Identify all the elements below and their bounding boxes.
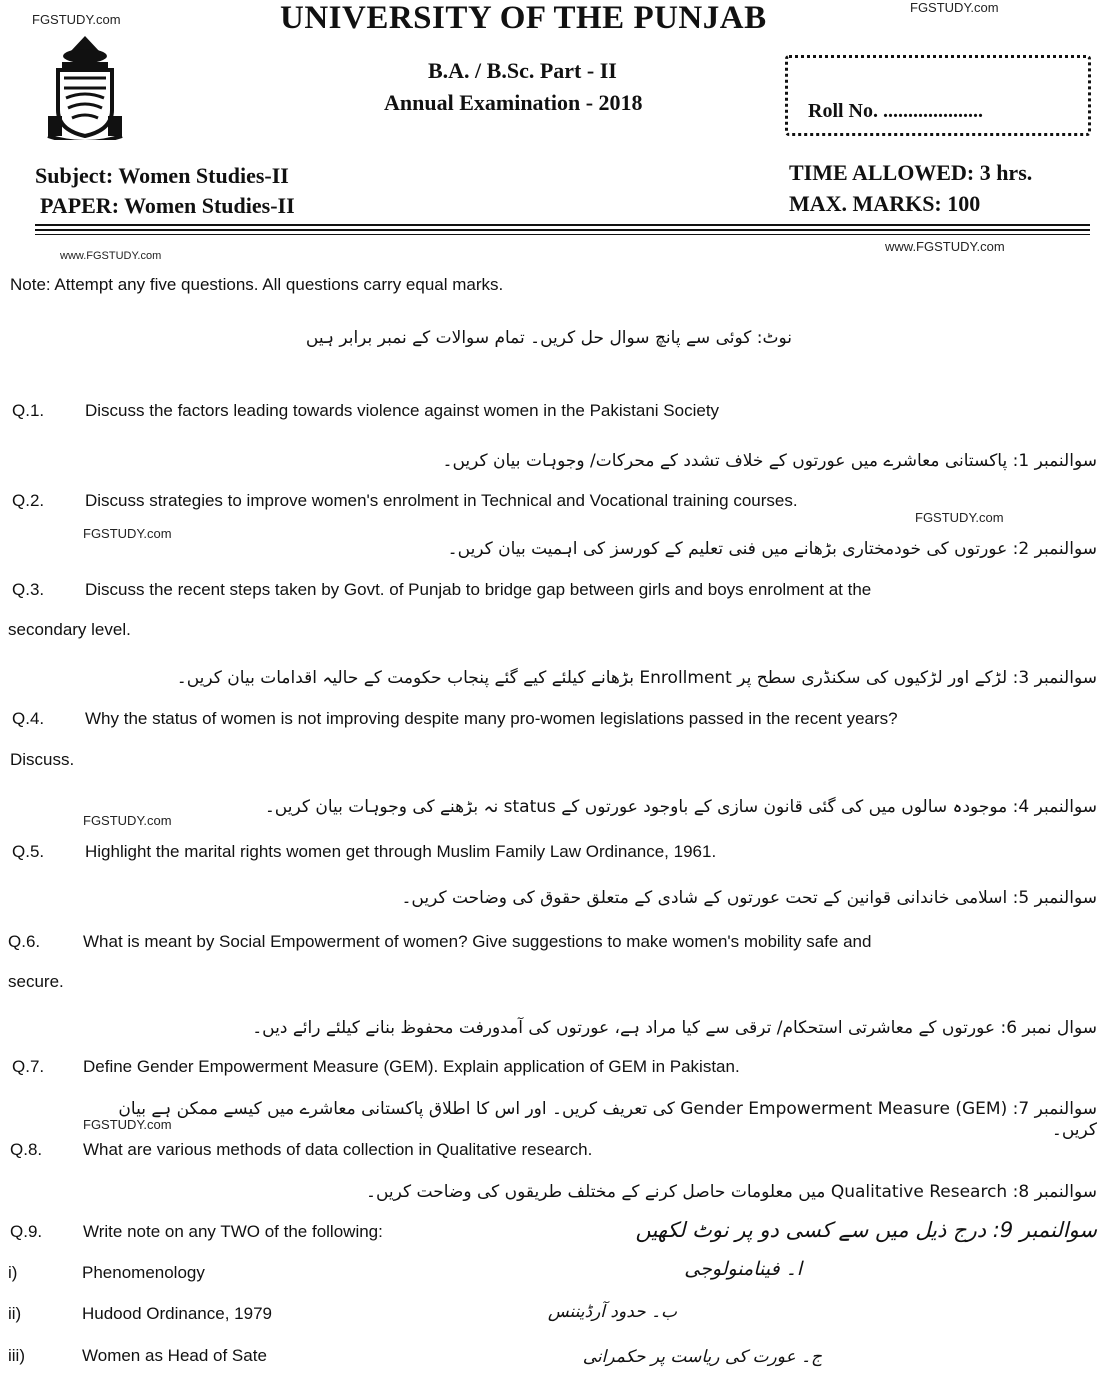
watermark-mid-right: www.FGSTUDY.com xyxy=(885,239,1005,254)
question-number: Q.3. xyxy=(12,580,45,599)
question-number: Q.8. xyxy=(10,1140,43,1159)
program-title: B.A. / B.Sc. Part - II xyxy=(428,58,617,83)
question-number: Q.5. xyxy=(12,842,45,861)
question-number: Q.4. xyxy=(12,709,45,728)
question-number: Q.6. xyxy=(8,932,41,951)
question-text: Discuss strategies to improve women's enrolment in Technical and Vocational training courses. xyxy=(85,491,798,510)
subitem-number: ii) xyxy=(8,1304,22,1323)
question-text: Discuss the factors leading towards violence against women in the Pakistani Society xyxy=(85,401,720,420)
question-number: Q.9. xyxy=(10,1222,43,1241)
question-urdu: سوالنمبر 7: Gender Empowerment Measure (GEM) کی تعریف کریں۔ اور اس کا اطلاق پاکستانی معاشرے میں کیسے ممکن ہے بیان کریں۔ xyxy=(118,1099,1097,1140)
exam-title: Annual Examination - 2018 xyxy=(384,90,643,115)
roll-number-box xyxy=(785,55,1091,136)
max-marks: MAX. MARKS: 100 xyxy=(789,191,981,216)
question-text-continued: Discuss. xyxy=(10,750,75,769)
note-urdu: نوٹ: کوئی سے پانچ سوال حل کریں۔ تمام سوالات کے نمبر برابر ہیں xyxy=(305,328,792,348)
subitem-urdu-handwritten: ا۔ فینامنولوجی xyxy=(684,1258,802,1280)
question-text: Why the status of women is not improving despite many pro-women legislations passed in the recent years? xyxy=(85,709,898,728)
header-divider-3 xyxy=(35,234,1090,235)
watermark-q2-right: FGSTUDY.com xyxy=(915,510,1004,525)
watermark-q4-left: FGSTUDY.com xyxy=(83,813,172,828)
question-text: Highlight the marital rights women get through Muslim Family Law Ordinance, 1961. xyxy=(85,842,717,861)
subject-label: Subject: Women Studies-II xyxy=(35,163,289,188)
subitem-urdu-handwritten: ب۔ حدود آرڈیننس xyxy=(547,1302,677,1322)
question-urdu: سوالنمبر 1: پاکستانی معاشرے میں عورتوں کے خلاف تشدد کے محرکات/ وجوہات بیان کریں۔ xyxy=(442,451,1097,471)
question-text: Write note on any TWO of the following: xyxy=(83,1222,383,1241)
time-allowed: TIME ALLOWED: 3 hrs. xyxy=(789,160,1033,185)
paper-label: PAPER: Women Studies-II xyxy=(40,193,295,218)
question-urdu: سوال نمبر 6: عورتوں کے معاشرتی استحکام/ ترقی سے کیا مراد ہے، عورتوں کی آمدورفت محفوظ بنانے کیلئے رائے دیں۔ xyxy=(252,1018,1097,1038)
question-urdu: سوالنمبر 5: اسلامی خاندانی قوانین کے تحت عورتوں کے شادی کے متعلق حقوق کی وضاحت کریں۔ xyxy=(401,888,1097,908)
header-divider xyxy=(35,224,1090,226)
subitem-text: Women as Head of Sate xyxy=(82,1346,267,1365)
question-text-continued: secure. xyxy=(8,972,64,991)
question-text-continued: secondary level. xyxy=(8,620,131,639)
note-english: Note: Attempt any five questions. All questions carry equal marks. xyxy=(10,275,504,294)
university-crest-icon xyxy=(40,30,130,140)
question-urdu: سوالنمبر 3: لڑکے اور لڑکیوں کی سکنڈری سطح پر Enrollment بڑھانے کیلئے کیے گئے پنجاب حکومت کے حالیہ اقدامات بیان کریں۔ xyxy=(176,668,1097,688)
subitem-text: Phenomenology xyxy=(82,1263,205,1282)
subitem-text: Hudood Ordinance, 1979 xyxy=(82,1304,272,1323)
subitem-number: iii) xyxy=(8,1346,25,1365)
header-divider-2 xyxy=(35,229,1090,231)
roll-number-label: Roll No. .................... xyxy=(808,100,983,122)
question-text: What is meant by Social Empowerment of women? Give suggestions to make women's mobility safe and xyxy=(83,932,872,951)
question-number: Q.1. xyxy=(12,401,45,420)
subitem-urdu-handwritten: ج۔ عورت کی ریاست پر حکمرانی xyxy=(582,1347,822,1367)
question-text: Define Gender Empowerment Measure (GEM). Explain application of GEM in Pakistan. xyxy=(83,1057,740,1076)
question-urdu: سوالنمبر 8: Qualitative Research میں معلومات حاصل کرنے کے مختلف طریقوں کی وضاحت کریں۔ xyxy=(366,1182,1097,1202)
question-urdu: سوالنمبر 4: موجودہ سالوں میں کی گئی قانون سازی کے باوجود عورتوں کے status نہ بڑھنے کی وجوہات بیان کریں۔ xyxy=(264,797,1097,817)
watermark-mid-left: www.FGSTUDY.com xyxy=(60,250,162,262)
question-number: Q.7. xyxy=(12,1057,45,1076)
watermark-top-left: FGSTUDY.com xyxy=(32,12,121,27)
question-text: Discuss the recent steps taken by Govt. of Punjab to bridge gap between girls and boys enrolment at the xyxy=(85,580,872,599)
university-title: UNIVERSITY OF THE PUNJAB xyxy=(280,0,767,36)
watermark-q2-left: FGSTUDY.com xyxy=(83,526,172,541)
question-urdu: سوالنمبر 2: عورتوں کی خودمختاری بڑھانے میں فنی تعلیم کے کورسز کی اہمیت بیان کریں۔ xyxy=(447,539,1097,559)
subitem-number: i) xyxy=(8,1263,18,1282)
watermark-q7-left: FGSTUDY.com xyxy=(83,1117,172,1132)
watermark-top-right: FGSTUDY.com xyxy=(910,0,999,15)
question-text: What are various methods of data collection in Qualitative research. xyxy=(83,1140,593,1159)
question-number: Q.2. xyxy=(12,491,45,510)
question-urdu-handwritten: سوالنمبر 9: درج ذیل میں سے کسی دو پر نوٹ لکھیں xyxy=(635,1218,1097,1242)
